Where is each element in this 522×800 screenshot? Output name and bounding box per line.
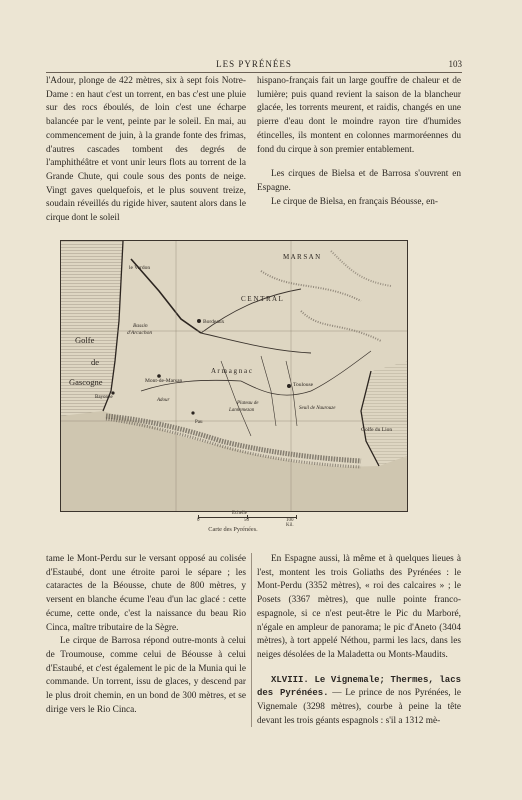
map-label-le-verdon: le Verdon	[129, 265, 151, 271]
map-label-pau: Pau	[195, 420, 203, 425]
top-left-column	[46, 75, 246, 226]
page-number: 103	[448, 59, 462, 69]
atlantic-sea	[61, 241, 123, 416]
map-label-naurouze: Seuil de Naurouze	[299, 406, 336, 411]
section-text: — Le prince de nos Pyrénées, le Vignemale (3298 mètres), courbe à peine la tête devant les trois géants espagnols : s'il a 1312 mè-	[257, 688, 461, 726]
header-rule	[46, 72, 462, 73]
map-label-bordeaux: Bordeaux	[203, 319, 225, 325]
map-label-armagnac: A r m a g n a c	[211, 367, 253, 375]
scale-tick: 100 Kil.	[286, 518, 294, 528]
paragraph: hispano-français fait un large gouffre de chaleur et de lumière; puis quand revient la saison de la blancheur glacée, les torrents meurent, et raidis, changés en une pierre d'eau dont le moindre rayon tire d'humides étincelles, ils montent en colonnes marmoréennes du fond du cirque à son premier entablement.	[257, 76, 461, 155]
map-label-bayonne: Bayonne	[95, 395, 113, 400]
map-caption: Carte des Pyrénées.	[208, 526, 258, 533]
map-label-de: de	[91, 357, 100, 367]
section-paragraph	[257, 674, 461, 729]
map-label-central: C E N T R A L	[241, 295, 283, 303]
scale-tick: 0	[197, 518, 200, 523]
top-right-column	[257, 75, 461, 209]
map-label-toulouse: Toulouse	[293, 382, 314, 388]
map-label-bassin: Bassin	[133, 323, 148, 329]
map-label-mont-de-marsan: Mont-de-Marsan	[145, 378, 183, 384]
paragraph: Les cirques de Bielsa et de Barrosa s'ouvrent en Espagne.	[257, 169, 461, 193]
map-label-arcachon: d'Arcachon	[127, 330, 153, 336]
map-label-gascogne: Gascogne	[69, 377, 103, 387]
map-figure	[60, 240, 408, 512]
section-heading: XLVIII. Le Vignemale; Thermes, lacs des Pyrénées.	[257, 674, 461, 699]
scale-tick: 50	[244, 518, 249, 523]
map-label-lannemezan: Lannemezan	[229, 408, 255, 413]
map-label-adour: Adour	[157, 398, 170, 403]
map-label-golfe-du-lion: Golfe du Lion	[361, 427, 393, 433]
running-title: LES PYRÉNÉES	[216, 59, 292, 69]
map-scale	[197, 511, 298, 528]
paragraph: tame le Mont-Perdu sur le versant opposé au colisée d'Estaubé, dont une étroite paroi le sépare ; les cataractes de la Béousse, chute de 800 mètres, y versent en blanche écume l'eau d'un lac glacé : cette écume, cette onde, c'est la naissance du beau Rio Cinca, maître tributaire de la Sègre.	[46, 554, 246, 633]
bottom-left-column	[46, 553, 246, 717]
paragraph: Le cirque de Barrosa répond outre-monts à celui de Troumouse, comme celui de Béousse à celui d'Estaubé, et c'est également le pic de la Munia qui le commande. Un torrent, issu de glaces, y descend par le plus droit chemin, en un bond de 300 mètres, et se dirige vers le Rio Cinca.	[46, 636, 246, 715]
scale-label: Echelle	[232, 511, 247, 516]
pyrenees-map	[61, 241, 407, 511]
map-label-golfe: Golfe	[75, 335, 95, 345]
running-header	[46, 59, 462, 71]
map-label-marsan: M A R S A N	[283, 253, 321, 261]
spain-area	[61, 411, 407, 511]
paragraph: l'Adour, plonge de 422 mètres, six à sept fois Notre-Dame : en haut c'est un torrent, en bas c'est une pluie sur des rocs éboulés, de loin c'est une écharpe balancée par le vent, peinte par le soleil. En mai, au commencement de juin, à la grande fonte des frimas, d'autres cascades tombent des degrés de l'amphithéâtre et vont unir leurs flots au torrent de la Grande Chute, qui coule sous des ponts de neige. Vingt gaves quelquefois, et le plus souvent treize, soudain réveillés du rigide hiver, sautent alors dans le cirque dont le soleil	[46, 76, 246, 224]
map-label-plateau: Plateau de	[237, 401, 259, 406]
bottom-right-column	[257, 553, 461, 728]
column-divider	[251, 553, 252, 727]
mediterranean-sea	[361, 361, 407, 466]
paragraph: Le cirque de Bielsa, en français Béousse, en-	[271, 196, 439, 207]
paragraph: En Espagne aussi, là même et à quelques lieues à l'est, montent les trois Goliaths des Pyrénées : le Mont-Perdu (3352 mètres), « roi des calcaires » ; le Posets (3367 mètres), que nulle pointe franco-espagnole, si ce n'est peut-être le Pic du Marboré, n'égale en ampleur de panorama; le pic d'Aneto (3404 mètres), à tort appelé Néthou, parmi les lacs, dans les neiges désolées de la Maladetta ou Monts-Maudits.	[257, 554, 461, 660]
